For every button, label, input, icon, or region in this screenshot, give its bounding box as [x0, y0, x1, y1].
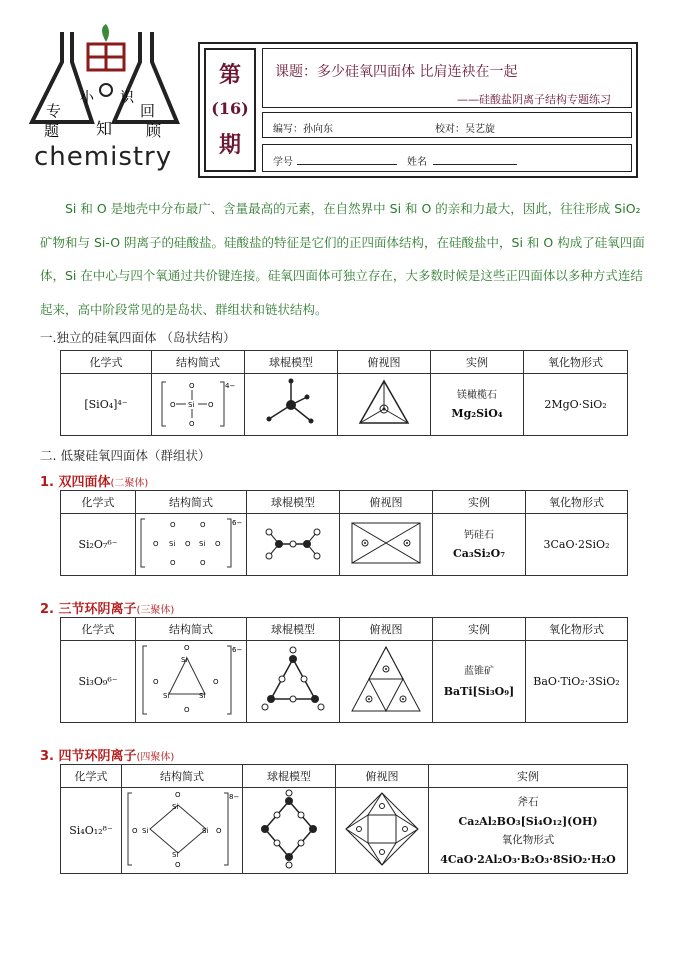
svg-text:Si: Si: [199, 692, 206, 700]
logo-char: 知: [96, 119, 113, 138]
col-header: 球棍模型: [247, 618, 340, 641]
logo-char: 小: [80, 90, 94, 106]
svg-text:O: O: [175, 861, 181, 869]
col-header: 化学式: [61, 351, 152, 374]
student-no-field[interactable]: [297, 164, 397, 165]
col-header: 氧化物形式: [526, 491, 628, 514]
reviewer: 校对：吴艺旋: [435, 124, 495, 135]
table-4: [60, 764, 628, 874]
oxide-form: BaO·TiO₂·3SiO₂: [526, 641, 628, 723]
svg-text:O: O: [170, 559, 176, 567]
logo-char: 题: [44, 122, 60, 140]
col-header: 俯视图: [340, 491, 433, 514]
three-ring-ball-stick-icon: [261, 645, 325, 715]
col-header: 俯视图: [340, 618, 433, 641]
student-row: [262, 144, 632, 172]
col-header: 实例: [433, 491, 526, 514]
svg-text:Si: Si: [142, 827, 149, 835]
svg-text:Si: Si: [163, 692, 170, 700]
oxide-form: 3CaO·2SiO₂: [526, 514, 628, 576]
svg-text:Si: Si: [172, 803, 179, 811]
student-no-label: 学号: [273, 157, 293, 168]
col-header: 结构简式: [152, 351, 245, 374]
formula: Si₂O₇⁶⁻: [61, 514, 136, 576]
col-header: 氧化物形式: [526, 618, 628, 641]
example: 蓝锥矿 BaTi[Si₃O₉]: [433, 641, 526, 723]
structure-diagram: [136, 641, 247, 723]
name-field[interactable]: [433, 164, 517, 165]
table-3: [60, 617, 628, 723]
col-header: 结构简式: [136, 491, 247, 514]
formula: Si₄O₁₂⁸⁻: [61, 788, 122, 874]
svg-text:O: O: [189, 420, 195, 428]
svg-text:6−: 6−: [232, 646, 243, 654]
logo-char: 识: [120, 90, 134, 106]
topic-box: [262, 48, 632, 108]
svg-text:O: O: [208, 401, 214, 409]
col-header: 球棍模型: [245, 351, 338, 374]
header-box: [198, 42, 638, 178]
section-2-title: 二. 低聚硅氧四面体（群组状）: [40, 448, 211, 463]
topic-title: 课题：多少硅氧四面体 比肩连袂在一起: [275, 64, 518, 80]
svg-text:Si: Si: [202, 827, 209, 835]
example: 斧石 Ca₂Al₂BO₃[Si₄O₁₂](OH) 氧化物形式 4CaO·2Al₂O₃·B₂O₃·8SiO₂·H₂O: [429, 788, 628, 874]
col-header: 氧化物形式: [524, 351, 628, 374]
intro-paragraph: Si 和 O 是地壳中分布最广、含量最高的元素，在自然界中 Si 和 O 的亲和力最大，因此，往往形成 SiO₂矿物和与 Si-O 阴离子的硅酸盐。硅酸盐的特征是它们的正四面体结构，在硅酸盐中，Si 和 O 构成了硅氧四面体，Si 在中心与四个氧通过共价键连接。硅氧四面体可独立存在，大多数时候是这些正四面体以多种方式连结起来，高中阶段常见的是岛状、群组状和链状结构。: [40, 201, 645, 317]
svg-text:O: O: [170, 521, 176, 529]
col-header: 俯视图: [336, 765, 429, 788]
top-view: [340, 641, 433, 723]
svg-text:O: O: [153, 678, 159, 686]
silicate-structure-icon: [158, 376, 238, 430]
table-2: [60, 490, 628, 576]
logo-char: 回: [140, 102, 156, 120]
ball-stick-model: [247, 641, 340, 723]
svg-text:O: O: [175, 791, 181, 799]
topic-subtitle: ——硅酸盐阴离子结构专题练习: [457, 93, 611, 106]
ball-stick-model: [243, 788, 336, 874]
silicate-structure-icon: [139, 642, 243, 718]
issue-num: (16): [211, 99, 249, 118]
col-header: 球棍模型: [243, 765, 336, 788]
svg-text:6−: 6−: [232, 519, 243, 527]
col-header: 结构简式: [136, 618, 247, 641]
structure-diagram: [152, 374, 245, 436]
col-header: 实例: [429, 765, 628, 788]
logo-char: 专: [46, 102, 62, 120]
col-header: 实例: [433, 618, 526, 641]
four-ring-top-view-icon: [342, 789, 422, 869]
subsection-3-title: 3. 四节环阴离子(四聚体): [40, 749, 175, 764]
top-view: [340, 514, 433, 576]
section-1-title: 一.独立的硅氧四面体 （岛状结构）: [40, 330, 236, 345]
issue-char: 第: [218, 62, 241, 88]
ball-stick-model: [247, 514, 340, 576]
silicate-structure-icon: [124, 789, 240, 869]
svg-text:O: O: [215, 540, 221, 548]
table-1: [60, 350, 628, 436]
top-view: [336, 788, 429, 874]
col-header: 化学式: [61, 491, 136, 514]
structure-diagram: [122, 788, 243, 874]
issue-char: 期: [218, 132, 241, 158]
formula: Si₃O₉⁶⁻: [61, 641, 136, 723]
col-header: 结构简式: [122, 765, 243, 788]
svg-text:8−: 8−: [229, 793, 240, 801]
svg-text:Si: Si: [188, 401, 195, 409]
silicate-structure-icon: [139, 515, 243, 571]
svg-text:Si: Si: [169, 540, 176, 548]
oxide-form: 2MgO·SiO₂: [524, 374, 628, 436]
svg-text:O: O: [189, 382, 195, 390]
credits-row: [262, 112, 632, 138]
example: 钙硅石 Ca₃Si₂O₇: [433, 514, 526, 576]
issue-number: [204, 48, 256, 172]
logo-char: 顾: [146, 122, 162, 140]
tetrahedron-ball-stick-icon: [261, 375, 321, 431]
svg-text:O: O: [170, 401, 176, 409]
svg-text:O: O: [184, 644, 190, 652]
top-view: [338, 374, 431, 436]
col-header: 球棍模型: [247, 491, 340, 514]
example: 镁橄榄石 Mg₂SiO₄: [431, 374, 524, 436]
logo: [22, 22, 194, 182]
col-header: 化学式: [61, 618, 136, 641]
formula: [SiO₄]⁴⁻: [61, 374, 152, 436]
svg-text:4−: 4−: [225, 382, 236, 390]
editor: 编写：孙向东: [273, 124, 333, 135]
name-label: 姓名: [407, 157, 427, 168]
col-header: 化学式: [61, 765, 122, 788]
svg-text:O: O: [200, 559, 206, 567]
three-ring-top-view-icon: [348, 643, 424, 717]
svg-text:O: O: [185, 540, 191, 548]
svg-text:Si: Si: [181, 656, 188, 664]
ball-stick-model: [245, 374, 338, 436]
svg-text:O: O: [132, 827, 138, 835]
subsection-2-title: 2. 三节环阴离子(三聚体): [40, 602, 175, 617]
svg-text:O: O: [216, 827, 222, 835]
subsection-1-title: 1. 双四面体(二聚体): [40, 475, 149, 490]
svg-text:O: O: [200, 521, 206, 529]
svg-text:O: O: [213, 678, 219, 686]
svg-text:Si: Si: [172, 851, 179, 859]
four-ring-ball-stick-icon: [257, 789, 321, 869]
tetrahedron-top-view-icon: [354, 375, 414, 431]
svg-text:O: O: [153, 540, 159, 548]
svg-text:Si: Si: [199, 540, 206, 548]
col-header: 俯视图: [338, 351, 431, 374]
double-tetrahedron-ball-stick-icon: [261, 518, 325, 568]
svg-text:O: O: [184, 706, 190, 714]
logo-word: chemistry: [34, 142, 173, 172]
structure-diagram: [136, 514, 247, 576]
double-tetrahedron-top-view-icon: [348, 517, 424, 569]
col-header: 实例: [431, 351, 524, 374]
